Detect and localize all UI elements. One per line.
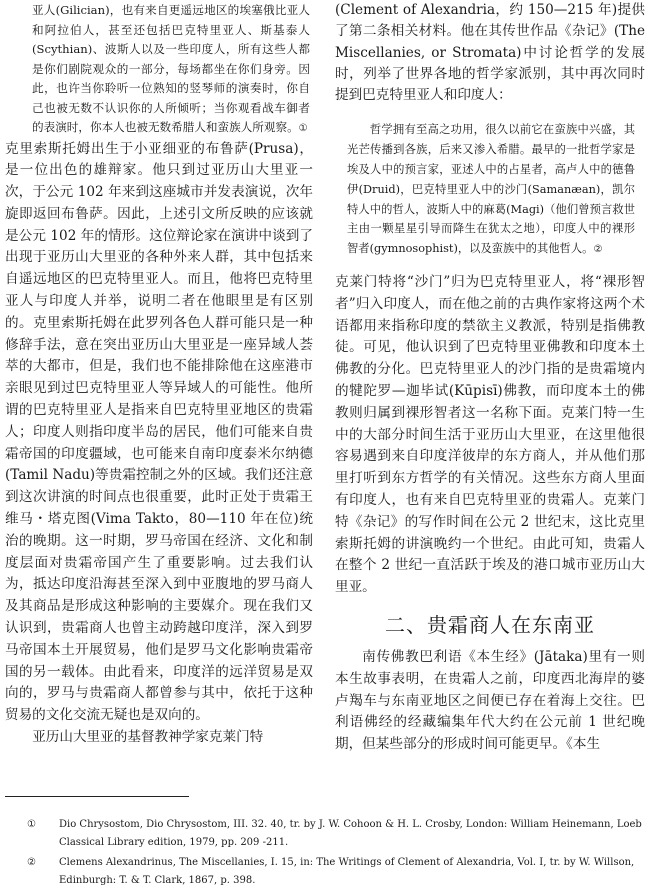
paragraph: 克里索斯托姆出生于小亚细亚的布鲁萨(Prusa)，是一位出色的雄辩家。他只到过亚历山大里亚一次，于公元 102 年来到这座城市并发表演说，次年旋即返回布鲁萨。因此，上述引文所反映的应该就是公元 102 年的情形。这位辩论家在演讲中谈到了出现于亚历山大里亚的各种外来人群，其中包括来自遥远地区的巴克特里亚人。而且，他将巴克特里亚人与印度人并举，说明二者在他眼里是有区别的。克里索斯托姆在此罗列各色人群可能只是一种修辞手法，意在突出亚历山大里亚是一座异域人荟萃的大都市，但是，我们也不能排除他在这座港市亲眼见到过巴克特里亚人等异域人的可能性。他所谓的巴克特里亚人是指来自巴克特里亚地区的贵霜人；印度人则指印度半岛的居民，他们可能来自贵霜帝国的印度疆域，也可能来自南印度泰米尔纳德(Tamil Nadu)等贵霜控制之外的区域。我们还注意到这次讲演的时间点也很重要，此时正处于贵霜王维马・塔克图(Vima Takto，80—110 年在位)统治的晚期。这一时期，罗马帝国在经济、文化和制度层面对贵霜帝国产生了重要影响。过去我们认为，抵达印度沿海甚至深入到中亚腹地的罗马商人及其商品是形成这种影响的主要媒介。现在我们又认识到，贵霜商人也曾主动跨越印度洋，深入到罗马帝国本土开展贸易，他们是罗马文化影响贵霜帝国的另一载体。由此看来，印度洋的远洋贸易是双向的，罗马与贵霜商人都曾参与其中，依托于这种贸易的文化交流无疑也是双向的。 xyxy=(5,140,313,724)
footnote-divider xyxy=(5,796,189,797)
paragraph-continued: (Clement of Alexandria，约 150—215 年)提供了第二条相关材料。他在其传世作品《杂记》(The Miscellanies, or Stromata)中讨论哲学的发展时，列举了世界各地的哲学家派别，其中再次同时提到巴克特里亚人和印度人： xyxy=(335,2,645,104)
footnotes xyxy=(5,816,645,892)
block-quote-chrysostom xyxy=(32,1,310,139)
paragraph: 亚历山大里亚的基督教神学家克莱门特 xyxy=(32,729,264,746)
footnote-ref-2[interactable]: ② xyxy=(593,244,603,256)
paragraph: 克莱门特将“沙门”归为巴克特里亚人，将“裸形智者”归入印度人，而在他之前的古典作家将这两个术语都用来指称印度的禁欲主义教派，特别是指佛教徒。可见，他认识到了巴克特里亚佛教和印度本土佛教的分化。巴克特里亚人的沙门指的是贵霜境内的犍陀罗—迦毕试(Kūpisī)佛教，而印度本土的佛教则归属到裸形智者这一名称下面。克莱门特一生中的大部分时间生活于亚历山大里亚，在这里他很容易遇到来自印度洋彼岸的东方商人，并从他们那里打听到东方哲学的有关情况。这些东方商人里面有印度人，也有来自巴克特里亚的贵霜人。克莱门特《杂记》的写作时间在公元 2 世纪末，这比克里索斯托姆的讲演晚约一个世纪。由此可知，贵霜人在整个 2 世纪一直活跃于埃及的港口城市亚历山大里亚。 xyxy=(335,274,645,596)
block-quote-clement xyxy=(347,120,635,260)
quote-text: 亚人(Gilician)，也有来自更遥远地区的埃塞俄比亚人和阿拉伯人，甚至还包括巴克特里亚人、斯基泰人(Scythian)、波斯人以及一些印度人，所有这些人都是你们剧院观众的一部分，每场都坐在你们身旁。因此，也许当你聆听一位熟知的竖琴师的演奏时，你自己也被无数不认识你的人所倾听；当你观看战车御者的表演时，你本人也被无数希腊人和蛮族人所观察。 xyxy=(32,3,310,134)
paragraph: 南传佛教巴利语《本生经》(Jātaka)里有一则本生故事表明，在贵霜人之前，印度西北海岸的婆卢羯车与东南亚地区之间便已存在着海上交往。巴利语佛经的经藏编集年代大约在公元前 1 世纪晚期，但某些部分的形成时间可能更早。《本生 xyxy=(335,649,645,753)
footnote-item xyxy=(5,854,645,889)
footnote-ref-1[interactable]: ① xyxy=(298,123,308,134)
section-heading: 二、贵霜商人在东南亚 xyxy=(385,613,595,638)
right-column xyxy=(335,0,645,756)
footnote-item xyxy=(5,816,645,851)
quote-text: 哲学拥有至高之功用，很久以前它在蛮族中兴盛，其光芒传播到各族，后来又渗入希腊。最早的一批哲学家是埃及人中的预言家，亚述人中的占星者，高卢人中的德鲁伊(Druid)，巴克特里亚人中的沙门(Samanæan)，凯尔特人中的哲人，波斯人中的麻葛(Magi)（他们曾预言救世主由一颗星星引导而降生在犹太之地），印度人中的裸形智者(gymnosophist)，以及蛮族中的其他哲人。 xyxy=(347,123,635,256)
left-column xyxy=(5,0,313,749)
footnote-mark: ② xyxy=(27,857,36,868)
body-text-right xyxy=(335,272,645,599)
body-text-left xyxy=(5,139,313,749)
footnote-text: Dio Chrysostom, Dio Chrysostom, III. 32. 40, tr. by J. W. Cohoon & H. L. Crosby, London: William Heinemann, Loeb Classical Library edition, 1979, pp. 209 -211. xyxy=(59,819,642,848)
footnote-text: Clemens Alexandrinus, The Miscellanies, I. 15, in: The Writings of Clement of Alexandria, Vol. I, tr. by W. Willson, Edinburgh: T. & T. Clark, 1867, p. 398. xyxy=(59,857,635,886)
body-text-right-section xyxy=(335,647,645,756)
footnote-mark: ① xyxy=(27,819,36,830)
